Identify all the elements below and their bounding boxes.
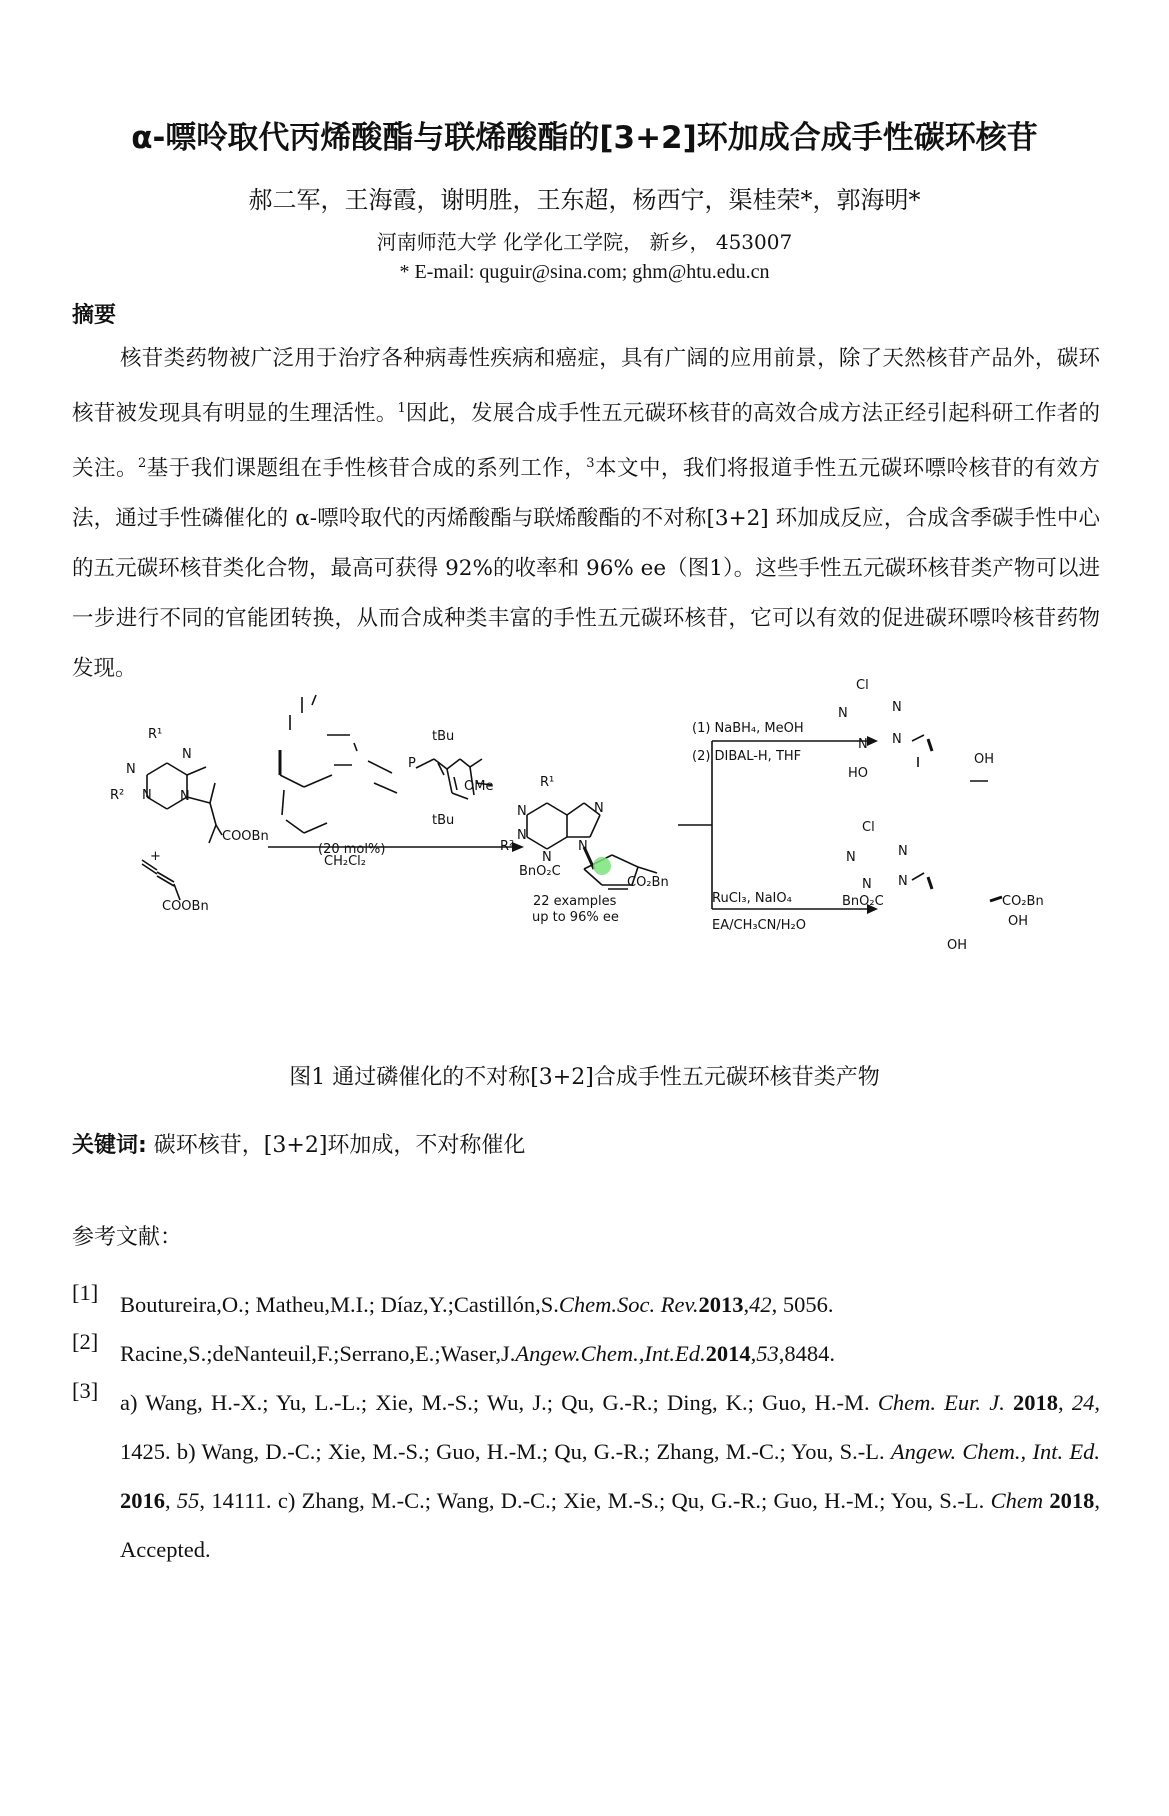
n-label-c2: N — [892, 700, 902, 715]
reference-authors: Racine,S.;deNanteuil,F.;Serrano,E.;Waser,J. — [120, 1341, 516, 1366]
paper-title: α-嘌呤取代丙烯酸酯与联烯酸酯的[3+2]环加成合成手性碳环核苷 — [131, 120, 1038, 156]
reference-authors-b: b) Wang, D.-C.; Xie, M.-S.; Guo, H.-M.; Qu, G.-R.; Zhang, M.-C.; You, S.-L. — [170, 1439, 891, 1464]
chiral-center-highlight — [593, 857, 611, 875]
step2-reagent-b: EA/CH₃CN/H₂O — [712, 918, 806, 933]
reference-item — [72, 1280, 1100, 1329]
reference-body: Boutureira,O.; Matheu,M.I.; Díaz,Y.;Castillón,S.Chem.Soc. Rev.2013,42, 5056. — [120, 1292, 834, 1317]
author-list: 郝二军，王海霞，谢明胜，王东超，杨西宁，渠桂荣*，郭海明* — [248, 186, 921, 214]
coobn-label-b: COOBn — [162, 899, 209, 914]
step2-reagent-a: RuCl₃, NaIO₄ — [712, 891, 792, 906]
coobn-label-a: COOBn — [222, 829, 269, 844]
n-label-a3: N — [142, 788, 152, 803]
n-label-b4: N — [594, 801, 604, 816]
reference-list — [72, 1280, 1100, 1574]
reference-volume-a: 24 — [1071, 1390, 1095, 1415]
reference-number: [1] — [72, 1280, 99, 1305]
plus-sign: + — [150, 849, 161, 864]
cl-label-a: Cl — [856, 678, 869, 693]
reference-year-a: 2018 — [1013, 1390, 1059, 1415]
affiliation: 河南师范大学 化学化工学院， 新乡， 453007 — [376, 230, 793, 254]
n-label-d3: N — [862, 877, 872, 892]
oh-label-c: OH — [947, 938, 968, 953]
n-label-c4: N — [892, 732, 902, 747]
reference-authors-c: c) Zhang, M.-C.; Wang, D.-C.; Xie, M.-S.; Qu, G.-R.; Guo, H.-M.; You, S.-L. — [271, 1488, 991, 1513]
reference-authors-a: a) Wang, H.-X.; Yu, L.-L.; Xie, M.-S.; Wu, J.; Qu, G.-R.; Ding, K.; Guo, H.-M. — [120, 1390, 878, 1415]
r1-label-b: R¹ — [540, 775, 555, 790]
reference-journal: Chem.Soc. Rev. — [558, 1292, 699, 1317]
n-label-c3: N — [858, 737, 868, 752]
keywords-text: 碳环核苷，[3+2]环加成，不对称催化 — [146, 1133, 526, 1158]
n-label-d1: N — [846, 850, 856, 865]
reference-year-c: 2018 — [1049, 1488, 1095, 1513]
r2-label-a: R² — [110, 788, 125, 803]
r2-label-b: R² — [500, 839, 515, 854]
ome-label: OMe — [464, 779, 494, 794]
catalyst-loading: (20 mol%) — [318, 842, 386, 857]
reference-item — [72, 1378, 1100, 1574]
abstract-text-4: 本文中，我们将报道手性五元碳环嘌呤核苷的有效方法，通过手性磷催化的 α-嘌呤取代的丙烯酸酯与联烯酸酯的不对称[3+2] 环加成反应，合成含季碳手性中心的五元碳环核苷类化合物，最高可获得 92%的收率和 96% ee（图1）。这些手性五元碳环核苷类产物可以进一步进行不同的官能团转换，从而合成种类丰富的手性五元碳环核苷，它可以有效的促进碳环嘌呤核苷药物发现。 — [72, 456, 1100, 682]
bno2c-label-a: BnO₂C — [519, 864, 561, 879]
reference-pages-b: , 14111. — [199, 1488, 272, 1513]
n-label-a1: N — [126, 762, 136, 777]
reaction-scheme — [72, 675, 1112, 1020]
reference-journal-c: Chem — [990, 1488, 1044, 1513]
n-label-b2: N — [517, 828, 527, 843]
reference-body: Racine,S.;deNanteuil,F.;Serrano,E.;Waser,J.Angew.Chem.,Int.Ed.2014,53,8484. — [120, 1341, 835, 1366]
oh-label-a: OH — [974, 752, 995, 767]
ho-label: HO — [848, 766, 869, 781]
reference-pages-c: , Accepted. — [120, 1488, 1101, 1562]
abstract-text-3: 基于我们课题组在手性核苷合成的系列工作， — [146, 456, 587, 482]
n-label-d2: N — [898, 844, 908, 859]
reference-pages: , 5056. — [771, 1292, 834, 1317]
keywords-line — [72, 1128, 525, 1159]
abstract-text-1: 核苷类药物被广泛用于治疗各种病毒性疾病和癌症，具有广阔的应用前景，除了天然核苷产品外，碳环核苷被发现具有明显的生理活性。 — [72, 346, 1100, 427]
n-label-a2: N — [182, 747, 192, 762]
reference-journal-a: Chem. Eur. J. — [877, 1390, 1005, 1415]
r1-label-a: R¹ — [148, 727, 163, 742]
reference-number: [2] — [72, 1329, 99, 1354]
n-label-a4: N — [180, 789, 190, 804]
citation-1[interactable]: 1 — [397, 401, 406, 416]
examples-count: 22 examples — [533, 894, 617, 909]
reference-authors: Boutureira,O.; Matheu,M.I.; Díaz,Y.;Castillón,S. — [120, 1292, 559, 1317]
citation-3[interactable]: 3 — [586, 456, 595, 472]
reference-journal: Angew.Chem.,Int.Ed. — [515, 1341, 706, 1366]
reference-number: [3] — [72, 1378, 99, 1403]
oh-label-b: OH — [1008, 914, 1029, 929]
tbu-label-a: tBu — [432, 729, 455, 744]
references-heading: 参考文献： — [72, 1225, 183, 1250]
contact-email: * E-mail: quguir@sina.com; ghm@htu.edu.cn — [399, 261, 770, 283]
n-label-b1: N — [517, 804, 527, 819]
reference-volume-b: 55 — [176, 1488, 200, 1513]
reference-body: a) Wang, H.-X.; Yu, L.-L.; Xie, M.-S.; Wu, J.; Qu, G.-R.; Ding, K.; Guo, H.-M. Chem. Eur. J. 2018, 24, 1425. b) Wang, D.-C.; Xie, M.-S.; Guo, H.-M.; Qu, G.-R.; Zhang, M.-C.; You, S.-L. Angew. Chem., Int. Ed. 2016, 55, 14111. c) Zhang, M.-C.; Wang, D.-C.; Xie, M.-S.; Qu, G.-R.; Guo, H.-M.; You, S.-L. Chem 2018, Accepted. — [120, 1390, 1101, 1562]
co2bn-label-a: CO₂Bn — [627, 875, 669, 890]
cl-label-b: Cl — [862, 820, 875, 835]
reference-year-b: 2016 — [120, 1488, 165, 1513]
reference-year: 2014 — [705, 1341, 751, 1366]
abstract-heading: 摘要 — [72, 303, 117, 328]
reference-volume: 42 — [749, 1292, 772, 1317]
step1-reagent-a: (1) NaBH₄, MeOH — [692, 721, 804, 736]
abstract-text-2: 因此，发展合成手性五元碳环核苷的高效合成方法正经引起科研工作者的关注。 — [72, 401, 1100, 482]
keywords-label: 关键词: — [72, 1133, 147, 1158]
ee-label: up to 96% ee — [532, 910, 619, 925]
n-label-c1: N — [838, 706, 848, 721]
figure-caption: 图1 通过磷催化的不对称[3+2]合成手性五元碳环核苷类产物 — [289, 1065, 880, 1090]
n-label-d4: N — [898, 874, 908, 889]
reference-year: 2013 — [698, 1292, 744, 1317]
reference-volume: 53 — [756, 1341, 779, 1366]
tbu-label-b: tBu — [432, 813, 455, 828]
n-label-b3: N — [542, 850, 552, 865]
reference-pages: ,8484. — [778, 1341, 835, 1366]
reference-journal-b: Angew. Chem., Int. Ed. — [890, 1439, 1100, 1464]
bno2c-label-b: BnO₂C — [842, 894, 884, 909]
phosphorus-label: P — [408, 756, 416, 771]
reference-item — [72, 1329, 1100, 1378]
n-label-b5: N — [578, 839, 588, 854]
reference-pages-a: , 1425. — [120, 1390, 1100, 1464]
co2bn-label-b: CO₂Bn — [1002, 894, 1044, 909]
step1-reagent-b: (2) DIBAL-H, THF — [692, 749, 802, 764]
citation-2[interactable]: 2 — [137, 456, 147, 472]
abstract-body — [72, 334, 1100, 694]
solvent-label: CH₂Cl₂ — [324, 854, 366, 869]
